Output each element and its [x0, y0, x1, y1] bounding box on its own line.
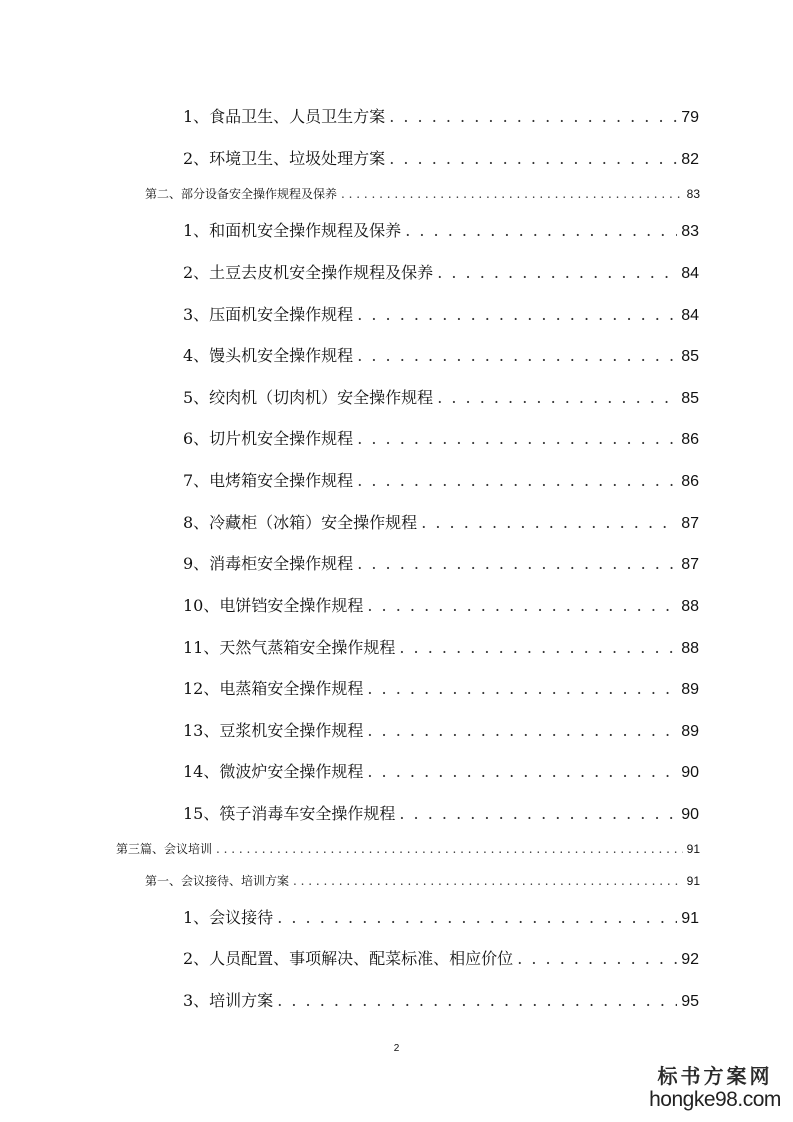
- toc-entry[interactable]: [183, 260, 699, 282]
- toc-entry-label: 1、食品卫生、人员卫生方案: [183, 107, 386, 126]
- toc-entry-page: 84: [681, 307, 699, 324]
- toc-entry-label: 8、冷藏柜（冰箱）安全操作规程: [183, 513, 418, 532]
- toc-entry[interactable]: [183, 218, 699, 240]
- toc-entry-page: 91: [681, 910, 699, 927]
- toc-entry-label: 第一、会议接待、培训方案: [145, 874, 290, 888]
- dot-leader: [357, 429, 677, 448]
- toc-entry-label: 3、压面机安全操作规程: [183, 305, 354, 324]
- dot-leader: [293, 874, 683, 888]
- toc-entry[interactable]: [183, 905, 699, 927]
- toc-entry-page: 86: [681, 473, 699, 490]
- dot-leader: [357, 305, 677, 324]
- toc-entry-label: 14、微波炉安全操作规程: [183, 762, 364, 781]
- toc-entry-label: 7、电烤箱安全操作规程: [183, 471, 354, 490]
- toc-entry[interactable]: [183, 302, 699, 324]
- dot-leader: [357, 554, 677, 573]
- dot-leader: [517, 949, 677, 968]
- dot-leader: [367, 762, 677, 781]
- dot-leader: [421, 513, 677, 532]
- toc-entry-label: 5、绞肉机（切肉机）安全操作规程: [183, 388, 434, 407]
- toc-entry-label: 10、电饼铛安全操作规程: [183, 596, 364, 615]
- dot-leader: [367, 596, 677, 615]
- toc-entry[interactable]: [183, 676, 699, 698]
- toc-entry-page: 89: [681, 723, 699, 740]
- toc-entry-page: 86: [681, 431, 699, 448]
- toc-entry[interactable]: [183, 468, 699, 490]
- toc-entry-page: 85: [681, 390, 699, 407]
- toc-entry-label: 2、土豆去皮机安全操作规程及保养: [183, 263, 434, 282]
- toc-entry-label: 15、筷子消毒车安全操作规程: [183, 804, 396, 823]
- dot-leader: [341, 187, 683, 201]
- dot-leader: [367, 721, 677, 740]
- dot-leader: [357, 471, 677, 490]
- toc-entry-page: 91: [686, 842, 700, 856]
- toc-entry[interactable]: [145, 872, 700, 888]
- toc-entry-label: 12、电蒸箱安全操作规程: [183, 679, 364, 698]
- toc-entry-page: 83: [681, 223, 699, 240]
- toc-entry-page: 88: [681, 598, 699, 615]
- dot-leader: [216, 842, 683, 856]
- toc-entry-label: 6、切片机安全操作规程: [183, 429, 354, 448]
- toc-entry-page: 90: [681, 806, 699, 823]
- toc-entry-page: 88: [681, 640, 699, 657]
- page-number: 2: [393, 1043, 400, 1054]
- dot-leader: [437, 263, 677, 282]
- toc-entry-page: 82: [681, 151, 699, 168]
- toc-entry-label: 1、会议接待: [183, 908, 274, 927]
- toc-entry[interactable]: [183, 946, 699, 968]
- toc-entry-page: 87: [681, 556, 699, 573]
- toc-entry-label: 3、培训方案: [183, 991, 274, 1010]
- dot-leader: [389, 107, 677, 126]
- watermark-url: hongke98.com: [649, 1088, 781, 1111]
- toc-entry-page: 89: [681, 681, 699, 698]
- dot-leader: [277, 908, 677, 927]
- toc-entry[interactable]: [183, 593, 699, 615]
- toc-entry[interactable]: [183, 104, 699, 126]
- dot-leader: [405, 221, 677, 240]
- dot-leader: [367, 679, 677, 698]
- dot-leader: [399, 804, 677, 823]
- toc-entry-page: 84: [681, 265, 699, 282]
- dot-leader: [437, 388, 677, 407]
- toc-entry-label: 11、天然气蒸箱安全操作规程: [183, 638, 396, 657]
- toc-entry[interactable]: [116, 840, 700, 856]
- dot-leader: [277, 991, 677, 1010]
- toc-entry[interactable]: [183, 988, 699, 1010]
- toc-entry[interactable]: [183, 146, 699, 168]
- toc-entry-page: 83: [686, 187, 700, 201]
- toc-entry-label: 1、和面机安全操作规程及保养: [183, 221, 402, 240]
- toc-entry[interactable]: [183, 718, 699, 740]
- toc-entry-page: 92: [681, 951, 699, 968]
- toc-entry-label: 9、消毒柜安全操作规程: [183, 554, 354, 573]
- toc-entry[interactable]: [183, 510, 699, 532]
- site-watermark: [640, 1064, 790, 1120]
- toc-entry[interactable]: [183, 551, 699, 573]
- toc-entry-page: 95: [681, 993, 699, 1010]
- toc-entry[interactable]: [183, 426, 699, 448]
- toc-entry[interactable]: [183, 759, 699, 781]
- toc-entry[interactable]: [183, 343, 699, 365]
- toc-entry[interactable]: [183, 635, 699, 657]
- toc-entry-page: 79: [681, 109, 699, 126]
- toc-entry[interactable]: [183, 385, 699, 407]
- toc-entry-page: 90: [681, 764, 699, 781]
- toc-entry-label: 2、环境卫生、垃圾处理方案: [183, 149, 386, 168]
- toc-entry-label: 4、馒头机安全操作规程: [183, 346, 354, 365]
- dot-leader: [389, 149, 677, 168]
- toc-entry-page: 85: [681, 348, 699, 365]
- toc-entry-label: 第二、部分设备安全操作规程及保养: [145, 187, 338, 201]
- toc-entry-label: 第三篇、会议培训: [116, 842, 213, 856]
- toc-entry-page: 87: [681, 515, 699, 532]
- toc-entry[interactable]: [145, 185, 700, 201]
- toc-entry[interactable]: [183, 801, 699, 823]
- dot-leader: [399, 638, 677, 657]
- toc-entry-label: 13、豆浆机安全操作规程: [183, 721, 364, 740]
- toc-entry-label: 2、人员配置、事项解决、配菜标准、相应价位: [183, 949, 514, 968]
- watermark-title: 标书方案网: [657, 1064, 773, 1088]
- dot-leader: [357, 346, 677, 365]
- toc-entry-page: 91: [686, 874, 700, 888]
